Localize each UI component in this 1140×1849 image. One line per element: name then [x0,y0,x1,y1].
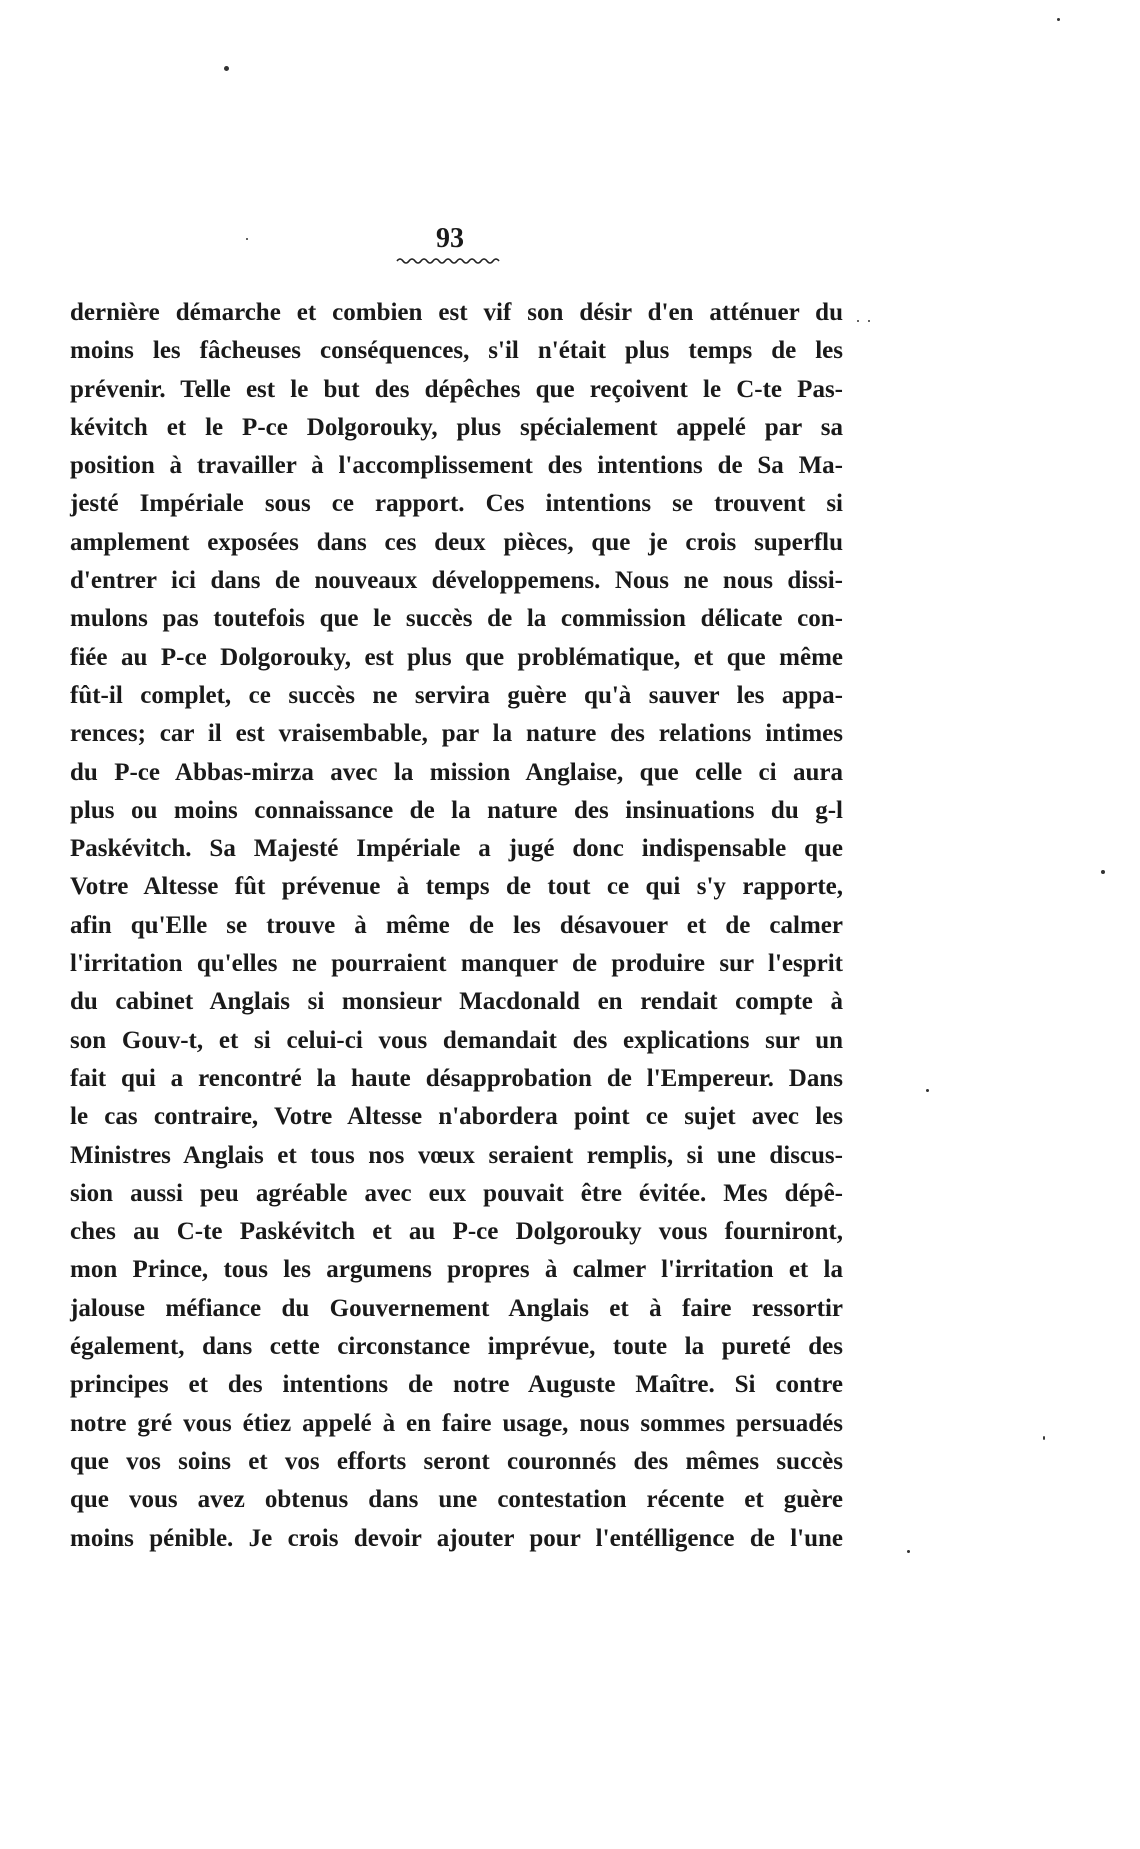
text-line: jalouse méfiance du Gouvernement Anglais et à faire ressortir [70,1294,843,1322]
text-line: sion aussi peu agréable avec eux pouvait être évitée. Mes dépê- [70,1179,843,1207]
text-line: fiée au P-ce Dolgorouky, est plus que problématique, et que même [70,643,843,671]
scan-speck [246,238,248,240]
text-line: Votre Altesse fût prévenue à temps de tout ce qui s'y rapporte, [70,873,843,901]
text-line: principes et des intentions de notre Auguste Maître. Si contre [70,1371,843,1399]
body-text [70,294,843,1558]
scan-speck [926,1089,929,1092]
text-line: rences; car il est vraisembable, par la nature des relations intimes [70,720,843,748]
text-line: prévenir. Telle est le but des dépêches que reçoivent le C-te Pas- [70,375,843,403]
text-line: moins pénible. Je crois devoir ajouter pour l'entélligence de l'une [70,1524,843,1552]
text-line: mulons pas toutefois que le succès de la commission délicate con- [70,605,843,633]
wavy-rule-ornament [395,256,505,266]
text-line: que vos soins et vos efforts seront couronnés des mêmes succès [70,1447,843,1475]
text-line: amplement exposées dans ces deux pièces, que je crois superflu [70,528,843,556]
text-line: kévitch et le P-ce Dolgorouky, plus spécialement appelé par sa [70,413,843,441]
scan-speck [1043,1436,1045,1440]
text-line: mon Prince, tous les argumens propres à calmer l'irritation et la [70,1256,843,1284]
scan-speck [224,66,229,71]
scan-speck [1101,870,1105,874]
text-line: plus ou moins connaissance de la nature des insinuations du g-l [70,796,843,824]
scan-speck [907,1550,910,1553]
text-line: moins les fâcheuses conséquences, s'il n'était plus temps de les [70,337,843,365]
text-line: du cabinet Anglais si monsieur Macdonald en rendait compte à [70,988,843,1016]
text-line: ches au C-te Paskévitch et au P-ce Dolgorouky vous fourniront, [70,1218,843,1246]
text-line: également, dans cette circonstance imprévue, toute la pureté des [70,1333,843,1361]
page-number-header [380,222,520,266]
text-line: le cas contraire, Votre Altesse n'abordera point ce sujet avec les [70,1103,843,1131]
text-line: que vous avez obtenus dans une contestation récente et guère [70,1486,843,1514]
text-line: Paskévitch. Sa Majesté Impériale a jugé donc indispensable que [70,835,843,863]
text-line: du P-ce Abbas-mirza avec la mission Anglaise, que celle ci aura [70,758,843,786]
text-line: Ministres Anglais et tous nos vœux seraient remplis, si une discus- [70,1141,843,1169]
scan-speck [1057,18,1060,21]
text-line: notre gré vous étiez appelé à en faire usage, nous sommes persuadés [70,1409,843,1437]
text-line: fût-il complet, ce succès ne servira guère qu'à sauver les appa- [70,681,843,709]
scan-speck [857,320,859,322]
text-line: dernière démarche et combien est vif son désir d'en atténuer du [70,299,843,326]
text-line: jesté Impériale sous ce rapport. Ces intentions se trouvent si [70,490,843,518]
scan-speck [868,320,870,322]
page-number: 93 [436,223,464,254]
text-line: d'entrer ici dans de nouveaux développemens. Nous ne nous dissi- [70,567,843,595]
text-line: position à travailler à l'accomplissement des intentions de Sa Ma- [70,452,843,480]
text-line: son Gouv-t, et si celui-ci vous demandait des explications sur un [70,1026,843,1054]
text-line: l'irritation qu'elles ne pourraient manquer de produire sur l'esprit [70,950,843,978]
text-line: fait qui a rencontré la haute désapprobation de l'Empereur. Dans [70,1064,843,1092]
text-line: afin qu'Elle se trouve à même de les désavouer et de calmer [70,911,843,939]
